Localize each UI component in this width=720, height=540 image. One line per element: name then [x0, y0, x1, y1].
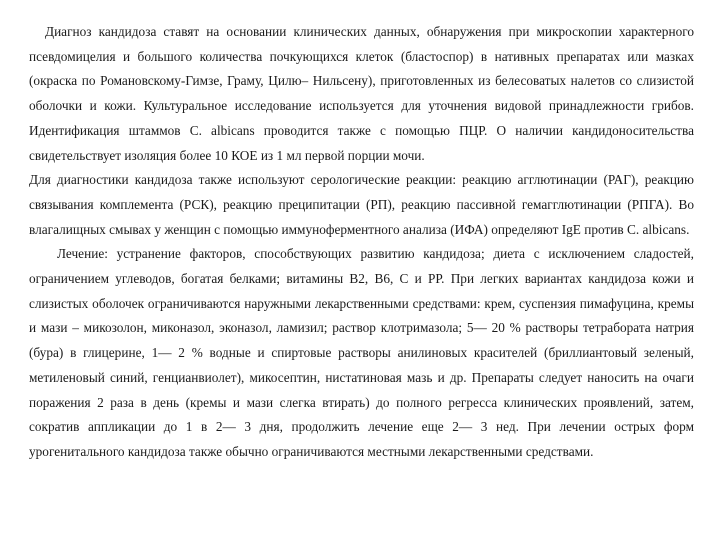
paragraph-treatment: Лечение: устранение факторов, способствующих развитию кандидоза; диета с исключением сладостей, ограничением углеводов, богатая белками; витамины В2, В6, С и РР. При легких вариантах кандидоза кожи и слизистых оболочек ограничиваются наружными лекарственными средствами: крем, суспензия пимафуцина, кремы и мази – микозолон, миконазол, эконазол, ламизил; раствор клотримазола; 5— 20 % растворы тетрабората натрия (бура) в глицерине, 1— 2 % водные и спиртовые растворы анилиновых красителей (бриллиантовый зеленый, метиленовый синий, генцианвиолет), микосептин, нистатиновая мазь и др. Препараты следует наносить на очаги поражения 2 раза в день (кремы и мази слегка втирать) до полного регресса клинических проявлений, затем, сократив аппликации до 1 в 2— 3 дня, продолжить лечение еще 2— 3 нед. При лечении острых форм урогенитального кандидоза также обычно ограничиваются местными лекарственными средствами. — [29, 246, 694, 459]
paragraph-serology: Для диагностики кандидоза также используют серологические реакции: реакцию агглютинации (РАГ), реакцию связывания комплемента (РСК), реакцию преципитации (РП), реакцию пассивной гемагглютинации (РПГА). Во влагалищных смывах у женщин с помощью иммуноферментного анализа (ИФА) определяют IgE против C. albicans. — [29, 172, 694, 237]
paragraph-diagnosis: Диагноз кандидоза ставят на основании клинических данных, обнаружения при микроскопии характерного псевдомицелия и большого количества почкующихся клеток (бластоспор) в нативных препаратах или мазках (окраска по Романовскому-Гимзе, Граму, Цилю– Нильсену), приготовленных из белесоватых налетов со слизистой оболочки и кожи. Культуральное исследование используется для уточнения видовой принадлежности грибов. Идентификация штаммов C. albicans проводится также с помощью ПЦР. О наличии кандидоносительства свидетельствует изоляция более 10 КОЕ из 1 мл первой порции мочи. — [29, 24, 694, 163]
